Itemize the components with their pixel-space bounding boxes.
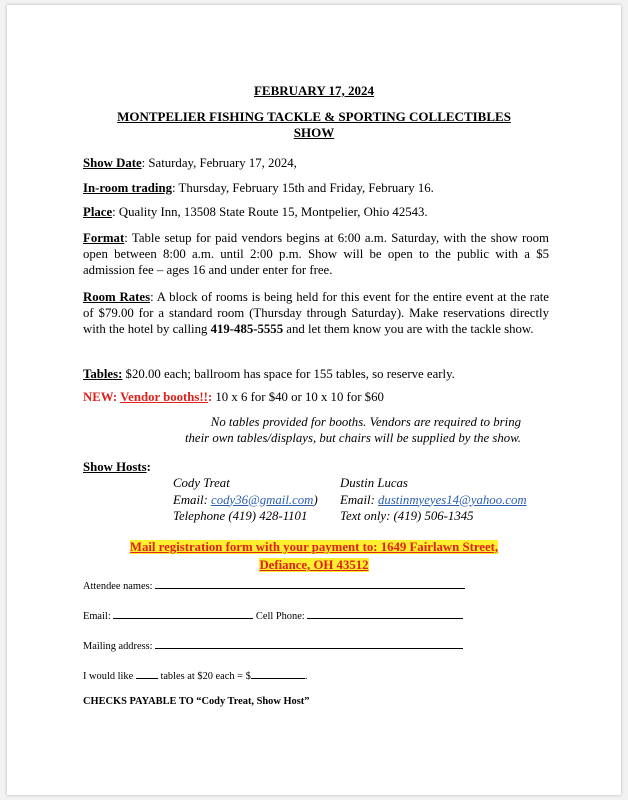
cell-phone-field[interactable] — [307, 608, 463, 619]
attendee-row — [83, 578, 465, 592]
show-title — [7, 109, 621, 141]
mail-instructions — [7, 538, 621, 574]
show-hosts-label: Show Hosts — [83, 460, 147, 474]
host1-email-row — [173, 492, 318, 509]
host2-email-label: Email: — [340, 492, 379, 507]
place-text: : Quality Inn, 13508 State Route 15, Montpelier, Ohio 42543. — [112, 205, 428, 219]
inroom-text: : Thursday, February 15th and Friday, February 16. — [172, 181, 434, 195]
vendor-booths-label: Vendor booths!! — [120, 390, 208, 404]
format-paragraph — [83, 230, 549, 278]
host2-email-row — [340, 492, 527, 509]
room-rates-paragraph — [83, 289, 549, 337]
host1-name: Cody Treat — [173, 476, 230, 490]
tables-text: $20.00 each; ballroom has space for 155 tables, so reserve early. — [122, 367, 455, 381]
tables-total-field[interactable] — [251, 668, 305, 679]
vendor-booths-colon: : — [207, 390, 213, 404]
cell-phone-label: Cell Phone: — [255, 611, 305, 622]
show-date-line — [83, 155, 549, 171]
attendee-names-field[interactable] — [155, 578, 465, 589]
host2-phone: Text only: (419) 506-1345 — [340, 509, 474, 523]
show-hosts-heading — [83, 459, 549, 475]
vendor-booths-prices: 10 x 6 for $40 or 10 x 10 for $60 — [212, 390, 384, 404]
hotel-phone: 419-485-5555 — [210, 322, 284, 336]
tables-line — [83, 366, 549, 382]
show-title-line1: MONTPELIER FISHING TACKLE & SPORTING COLLECTIBLES — [117, 109, 511, 124]
host1-email-close: ) — [313, 492, 318, 507]
vendor-booths-line — [83, 389, 549, 405]
show-date-text: : Saturday, February 17, 2024, — [141, 156, 297, 170]
date-heading: FEBRUARY 17, 2024 — [253, 83, 375, 98]
format-text: : Table setup for paid vendors begins at 6:00 a.m. Saturday, with the show room open between 8:00 a.m. until 2:00 p.m. Show will be open to the public with a $5 admission fee – ages 16 and under enter for free. — [83, 231, 549, 277]
mail-line1: Mail registration form with your payment to: 1649 Fairlawn Street, — [129, 540, 499, 554]
inroom-line — [83, 180, 549, 196]
host1-email-link[interactable]: cody36@gmail.com — [211, 492, 314, 507]
tables-order-mid: tables at $20 each = $ — [160, 671, 251, 682]
booth-note — [185, 414, 521, 446]
flyer-page — [7, 5, 621, 795]
booth-note-line1: No tables provided for booths. Vendors are required to bring — [210, 415, 521, 429]
show-title-line2: SHOW — [293, 125, 335, 140]
tables-count-field[interactable] — [136, 668, 158, 679]
email-field[interactable] — [113, 608, 253, 619]
host1-email-label: Email: — [173, 492, 212, 507]
tables-order-row — [83, 668, 307, 682]
room-rates-text-end: and let them know you are with the tackle show. — [283, 322, 534, 336]
host2-email-link[interactable]: dustinmyeyes14@yahoo.com — [378, 492, 527, 507]
checks-payable: CHECKS PAYABLE TO “Cody Treat, Show Host” — [83, 696, 310, 707]
host1-phone: Telephone (419) 428-1101 — [173, 509, 308, 523]
mailing-row — [83, 638, 463, 652]
room-rates-text: : A block of rooms is being held for this event for the entire event at the rate of $79.00 for a standard room (Thursday through Saturday). Make reservations directly with the hotel by calling — [83, 290, 549, 336]
attendee-label: Attendee names: — [83, 581, 153, 592]
place-line — [83, 204, 549, 220]
email-label: Email: — [83, 611, 111, 622]
mailing-address-field[interactable] — [155, 638, 463, 649]
host-cody — [173, 475, 318, 525]
email-phone-row — [83, 608, 463, 622]
room-rates-label: Room Rates — [83, 290, 151, 304]
tables-label: Tables: — [83, 367, 123, 381]
booth-note-line2: their own tables/displays, but chairs will be supplied by the show. — [184, 431, 521, 445]
tables-order-suffix: . — [304, 671, 308, 682]
show-date-label: Show Date — [83, 156, 142, 170]
tables-order-prefix: I would like — [83, 671, 134, 682]
format-label: Format — [83, 231, 125, 245]
inroom-label: In-room trading — [83, 181, 172, 195]
host2-name: Dustin Lucas — [340, 476, 408, 490]
host-dustin — [340, 475, 527, 525]
mail-line2: Defiance, OH 43512 — [259, 558, 369, 572]
show-hosts-colon: : — [146, 460, 151, 474]
mailing-label: Mailing address: — [83, 641, 153, 652]
new-badge: NEW: — [83, 390, 121, 404]
place-label: Place — [83, 205, 113, 219]
